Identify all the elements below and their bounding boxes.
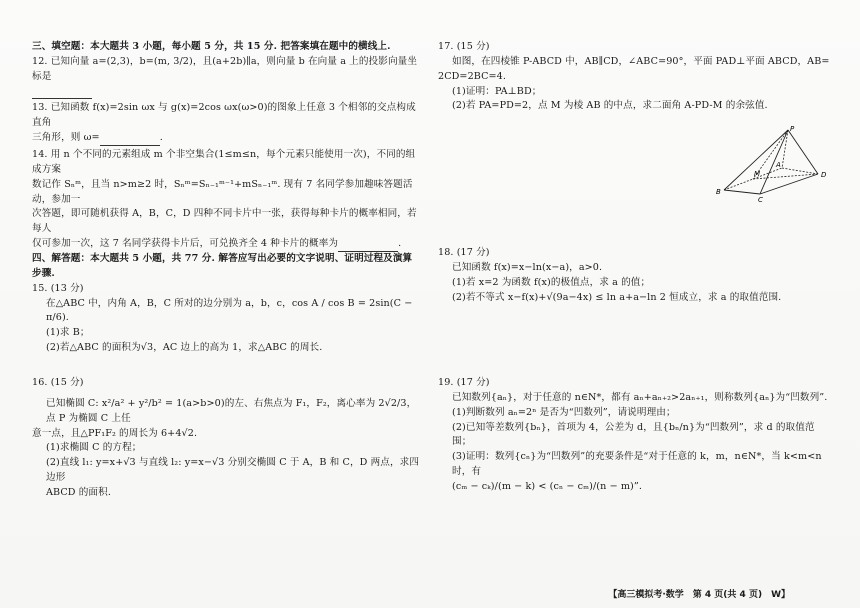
question-18-header: 18. (17 分) — [438, 247, 490, 258]
question-16-header: 16. (15 分) — [32, 377, 84, 388]
edge-CD — [760, 174, 818, 194]
pyramid-diagram — [716, 126, 832, 204]
question-13-line-1: 13. 已知函数 f(x)=2sin ωx 与 g(x)=2cos ωx(ω>0)的图象上任意 3 个相邻的交点构成直角 — [32, 102, 416, 129]
label-M: M — [754, 170, 761, 178]
edge-AD — [782, 168, 818, 174]
question-16-part-1: (1)求椭圆 C 的方程； — [46, 442, 142, 454]
question-14-line-4: 仅可参加一次，这 7 名同学获得卡片后，可兑换齐全 4 种卡片的概率为 . — [32, 237, 420, 252]
question-15-header: 15. (13 分) — [32, 282, 84, 294]
page-footer: 【高三模拟考·数学 第 4 页(共 4 页) W】 — [608, 590, 790, 600]
question-16-stem-1: 已知椭圆 C: x²/a² + y²/b² = 1(a>b>0)的左、右焦点为 F₁，F₂，离心率为 2√2/3，点 P 为椭圆 C 上任 — [46, 397, 417, 424]
edge-PD — [788, 130, 818, 174]
question-18-part-1: (1)若 x=2 为函数 f(x)的极值点，求 a 的值； — [452, 276, 651, 288]
question-16-stem-2: 意一点，且△PF₁F₂ 的周长为 6+4√2. — [32, 427, 198, 439]
question-13-line-2: 三角形，则 ω= . — [32, 131, 420, 146]
question-17-stem-1: 如图，在四棱锥 P-ABCD 中，AB∥CD，∠ABC=90°，平面 PAD⊥平面 ABCD，AB= — [452, 55, 830, 67]
question-14-line-3: 次答题，即可随机获得 A，B，C，D 四种不同卡片中一张，获得每种卡片的概率相同，若每人 — [32, 208, 417, 235]
label-C: C — [758, 196, 763, 204]
right-column — [438, 40, 830, 114]
answer-blank[interactable] — [100, 135, 160, 146]
question-17-part-2: (2)若 PA=PD=2，点 M 为棱 AB 的中点，求二面角 A-PD-M 的余弦值. — [452, 100, 768, 112]
answer-blank[interactable] — [338, 241, 398, 252]
question-14-line-2: 数记作 Sₙᵐ，且当 n>m≥2 时，Sₙᵐ=Sₙ₋₁ᵐ⁻¹+mSₙ₋₁ᵐ. 现有 7 名同学参加趣味答题活动，参加一 — [32, 178, 413, 205]
question-19-part-2: (2)已知等差数列{bₙ}，首项为 4，公差为 d，且{bₙ/n}为“凹数列”，求 d 的取值范围； — [452, 421, 815, 448]
question-17-part-1: (1)证明：PA⊥BD； — [452, 85, 542, 97]
label-D: D — [821, 171, 827, 179]
question-15-stem: 在△ABC 中，内角 A，B，C 所对的边分别为 a，b，c，cos A / cos B = 2sin(C − π/6). — [46, 297, 413, 324]
pyramid-figure — [716, 126, 832, 204]
question-17-header: 17. (15 分) — [438, 41, 490, 52]
question-19-part-3: (3)证明：数列{cₙ}为“凹数列”的充要条件是“对于任意的 k，m，n∈N*，当 k<m<n 时，有 — [452, 451, 822, 478]
edge-BC — [724, 190, 760, 194]
question-16-part-2-line-2: ABCD 的面积. — [46, 487, 111, 499]
left-column — [32, 40, 420, 356]
edge-PA — [782, 130, 788, 168]
left-column-lower — [32, 376, 420, 501]
question-18-part-2: (2)若不等式 x−f(x)+√(9a−4x) ≤ ln a+a−ln 2 恒成立，求 a 的取值范围. — [452, 291, 782, 303]
label-A: A — [776, 161, 781, 169]
section-3-title: 三、填空题：本大题共 3 小题，每小题 5 分，共 15 分. 把答案填在题中的横线上. — [32, 41, 391, 52]
question-15-part-2: (2)若△ABC 的面积为√3，AC 边上的高为 1，求△ABC 的周长. — [46, 342, 323, 354]
question-19-inequality: (cₘ − cₖ)/(m − k) < (cₙ − cₘ)/(n − m)”. — [452, 481, 643, 493]
edge-PB — [724, 130, 788, 190]
question-18-stem: 已知函数 f(x)=x−ln(x−a)，a>0. — [452, 261, 603, 273]
label-P: P — [790, 125, 795, 133]
edge-MD — [753, 174, 818, 179]
right-column-q18 — [438, 246, 830, 305]
section-4-title: 四、解答题：本大题共 5 小题，共 77 分. 解答应写出必要的文字说明、证明过程及演算步骤. — [32, 253, 413, 279]
question-14-line-1: 14. 用 n 个不同的元素组成 m 个非空集合(1≤m≤n，每个元素只能使用一次)，不同的组成方案 — [32, 149, 416, 175]
question-16-part-2-line-1: (2)直线 l₁: y=x+√3 与直线 l₂: y=x−√3 分别交椭圆 C 于 A，B 和 C，D 两点，求四边形 — [46, 457, 420, 484]
question-19-part-1: (1)判断数列 aₙ=2ⁿ 是否为“凹数列”，请说明理由； — [452, 406, 676, 418]
label-B: B — [716, 188, 721, 196]
right-column-q19 — [438, 376, 830, 495]
question-12: 12. 已知向量 a=(2,3)，b=(m, 3/2)，且(a+2b)∥a，则向量 b 在向量 a 上的投影向量坐标是 — [32, 55, 418, 82]
edge-PC — [760, 130, 788, 194]
question-17-stem-2: 2CD=2BC=4. — [438, 70, 507, 82]
question-15-part-1: (1)求 B； — [46, 327, 90, 339]
question-12-blank — [32, 85, 420, 100]
question-19-stem: 已知数列{aₙ}，对于任意的 n∈N*，都有 aₙ+aₙ₊₂>2aₙ₊₁，则称数列{aₙ}为“凹数列”. — [452, 391, 828, 403]
question-19-header: 19. (17 分) — [438, 377, 490, 388]
answer-blank[interactable] — [32, 88, 92, 99]
